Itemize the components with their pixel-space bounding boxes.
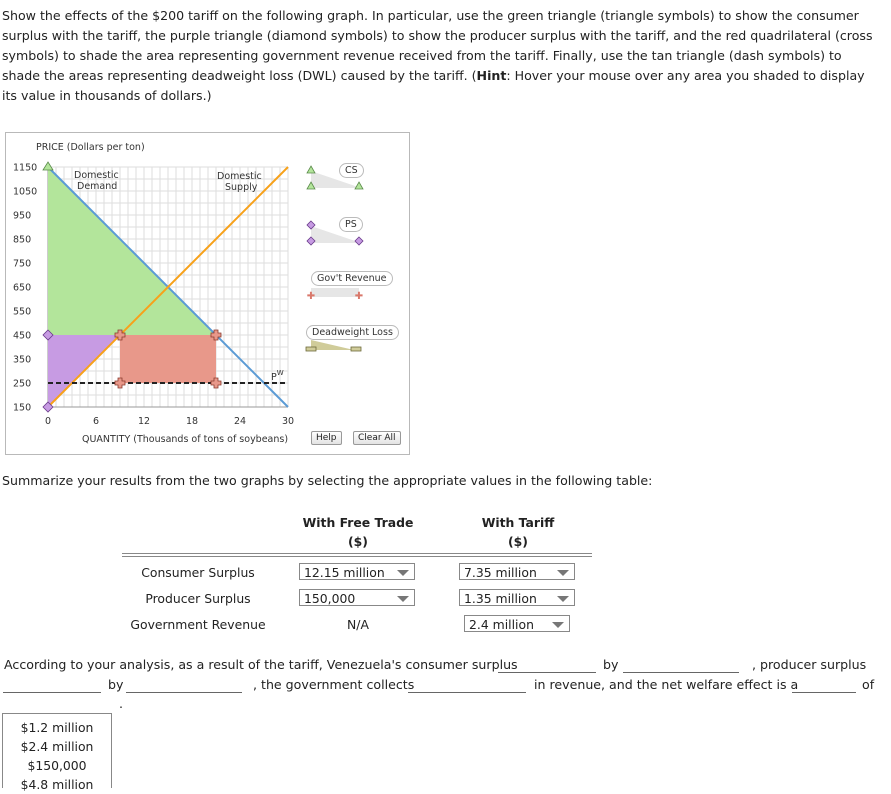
sentence-part-4: by [108, 677, 124, 692]
y-tick-label: 650 [13, 282, 32, 294]
dropdown-option[interactable]: $2.4 million [20, 739, 94, 754]
cross-icon: ✚ [354, 291, 364, 302]
sentence-part-7: of [862, 677, 875, 692]
table-rule [122, 556, 592, 557]
cs-amount-blank[interactable] [623, 658, 739, 673]
triangle-icon [355, 182, 363, 189]
dwl-tool[interactable] [306, 340, 361, 351]
instructions-text-2: : Hover your mouse over any area you shaded to display its value in thousands of dollars.) [2, 68, 865, 103]
dropdown-option[interactable]: $1.2 million [20, 720, 94, 735]
net-effect-blank[interactable] [792, 678, 856, 693]
x-tick-label: 0 [44, 416, 52, 427]
chevron-down-icon [397, 570, 409, 576]
cross-icon: ✚ [306, 291, 316, 302]
sentence-part-3: , producer surplus [752, 657, 867, 672]
demand-label-2: Demand [77, 181, 118, 192]
y-tick-label: 450 [13, 330, 32, 342]
row-producer-surplus: Producer Surplus [145, 591, 251, 606]
free-trade-ps-select[interactable]: 150,000 [299, 589, 415, 606]
dropdown-option[interactable]: $150,000 [27, 758, 87, 773]
dash-icon [351, 347, 361, 351]
diamond-icon [355, 237, 363, 245]
ps-direction-blank[interactable] [3, 678, 101, 693]
x-axis-title: QUANTITY (Thousands of tons of soybeans) [82, 434, 289, 445]
y-tick-label: 150 [13, 402, 32, 414]
x-tick-label: 24 [233, 416, 247, 427]
table-rule [122, 553, 592, 554]
tariff-ps-select[interactable]: 1.35 million [459, 589, 575, 606]
summary-prompt: Summarize your results from the two graphs by selecting the appropriate values in the following table: [2, 473, 653, 488]
tariff-gov-select[interactable]: 2.4 million [464, 615, 570, 632]
row-government-revenue: Government Revenue [130, 617, 266, 632]
sentence-period: . [119, 696, 124, 711]
clear-all-button[interactable]: Clear All [353, 431, 401, 445]
hint-label: Hint [476, 68, 507, 83]
x-tick-label: 18 [185, 416, 199, 427]
sentence-part-2: by [603, 657, 619, 672]
graph-panel [5, 132, 410, 455]
cs-direction-blank[interactable] [498, 658, 596, 673]
row-consumer-surplus: Consumer Surplus [141, 565, 255, 580]
y-tick-label: 750 [13, 258, 32, 270]
sentence-part-1: According to your analysis, as a result of the tariff, Venezuela's consumer surplus [4, 657, 518, 672]
chevron-down-icon [552, 622, 564, 628]
dash-icon [306, 347, 316, 351]
sentence-part-5: , the government collects [253, 677, 415, 692]
supply-label-2: Supply [225, 182, 258, 193]
y-axis-title: PRICE (Dollars per ton) [36, 142, 145, 153]
cs-tool-label[interactable]: CS [339, 163, 364, 178]
world-price-label: $P^W$ [271, 369, 284, 383]
ps-amount-blank[interactable] [126, 678, 242, 693]
chevron-down-icon [557, 596, 569, 602]
x-tick-label: 30 [281, 416, 295, 427]
y-tick-label: 1150 [13, 162, 38, 174]
tariff-cs-select[interactable]: 7.35 million [459, 563, 575, 580]
sentence-part-6: in revenue, and the net welfare effect is a [534, 677, 799, 692]
triangle-marker [43, 162, 53, 170]
y-tick-label: 250 [13, 378, 32, 390]
open-dropdown-list[interactable] [2, 713, 112, 792]
tariff-graph[interactable] [6, 133, 409, 454]
revenue-amount-blank[interactable] [408, 678, 526, 693]
gov-revenue-tool-label[interactable]: Gov't Revenue [311, 271, 393, 286]
gov-revenue-tool[interactable] [307, 288, 363, 302]
ps-tool-label[interactable]: PS [339, 217, 363, 232]
dropdown-option[interactable]: $4.8 million [20, 777, 94, 792]
government-revenue-area[interactable] [120, 335, 216, 383]
x-tick-label: 12 [137, 416, 151, 427]
x-tick-label: 6 [92, 416, 100, 427]
y-tick-label: 350 [13, 354, 32, 366]
y-tick-label: 550 [13, 306, 32, 318]
col-free-trade-header: With Free Trade ($) [302, 515, 414, 549]
instructions [2, 6, 882, 106]
chevron-down-icon [397, 596, 409, 602]
col-tariff-header: With Tariff ($) [481, 515, 555, 549]
dwl-tool-label[interactable]: Deadweight Loss [306, 325, 399, 340]
instructions-text: Show the effects of the $200 tariff on the following graph. In particular, use the green triangle (triangle symbols) to show the consumer surplus with the tariff, the purple triangle (diamond symbols) to show the producer surplus with the tariff, and the red quadrilateral (cross symbols) to shade the area representing government revenue received from the tariff. Finally, use the tan triangle (dash symbols) to shade the areas representing deadweight loss (DWL) caused by the tariff. ( [2, 8, 873, 83]
chevron-down-icon [557, 570, 569, 576]
triangle-icon [307, 166, 315, 173]
y-tick-label: 950 [13, 210, 32, 222]
y-tick-label: 1050 [13, 186, 38, 198]
demand-label-1: Domestic [74, 170, 119, 181]
free-trade-cs-select[interactable]: 12.15 million [299, 563, 415, 580]
help-button[interactable]: Help [311, 431, 342, 445]
free-trade-gov-value: N/A [347, 617, 369, 632]
y-tick-label: 850 [13, 234, 32, 246]
supply-label-1: Domestic [217, 171, 262, 182]
